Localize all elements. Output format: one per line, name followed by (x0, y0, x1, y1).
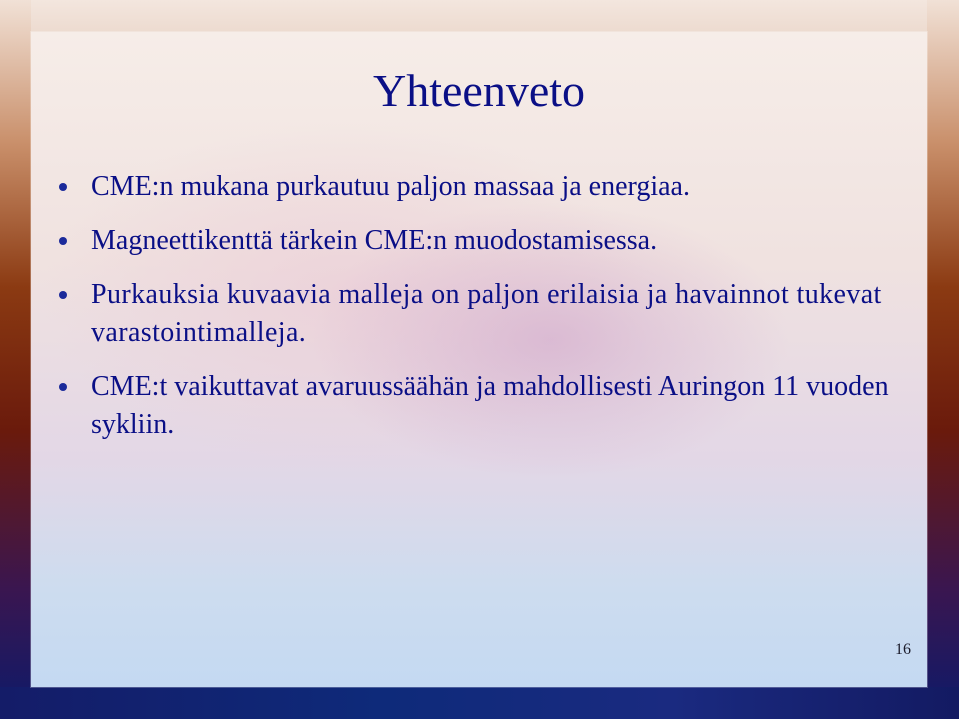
page-number: 16 (895, 641, 911, 658)
bullet-list (53, 168, 915, 460)
bullet-dot-icon (59, 291, 67, 299)
bullet-dot-icon (59, 183, 67, 191)
bullet-text: CME:n mukana purkautuu paljon massaa ja energiaa. (91, 171, 690, 202)
bullet-item (53, 368, 915, 444)
bullet-text: CME:t vaikuttavat avaruussäähän ja mahdollisesti Auringon 11 vuoden sykliin. (91, 371, 889, 440)
slide-content-panel (31, 32, 927, 687)
slide-title: Yhteenveto (372, 65, 586, 116)
bullet-text: Purkauksia kuvaavia malleja on paljon erilaisia ja havainnot tukevat varastointimalleja. (91, 279, 882, 348)
background-edge-right (927, 0, 959, 719)
bullet-dot-icon (59, 383, 67, 391)
bullet-text: Magneettikenttä tärkein CME:n muodostamisessa. (91, 225, 658, 256)
bullet-item (53, 222, 915, 260)
bullet-dot-icon (59, 237, 67, 245)
background-edge-bottom (0, 687, 959, 719)
bullet-item (53, 168, 915, 206)
bullet-item (53, 276, 915, 352)
background-edge-left (0, 0, 31, 719)
